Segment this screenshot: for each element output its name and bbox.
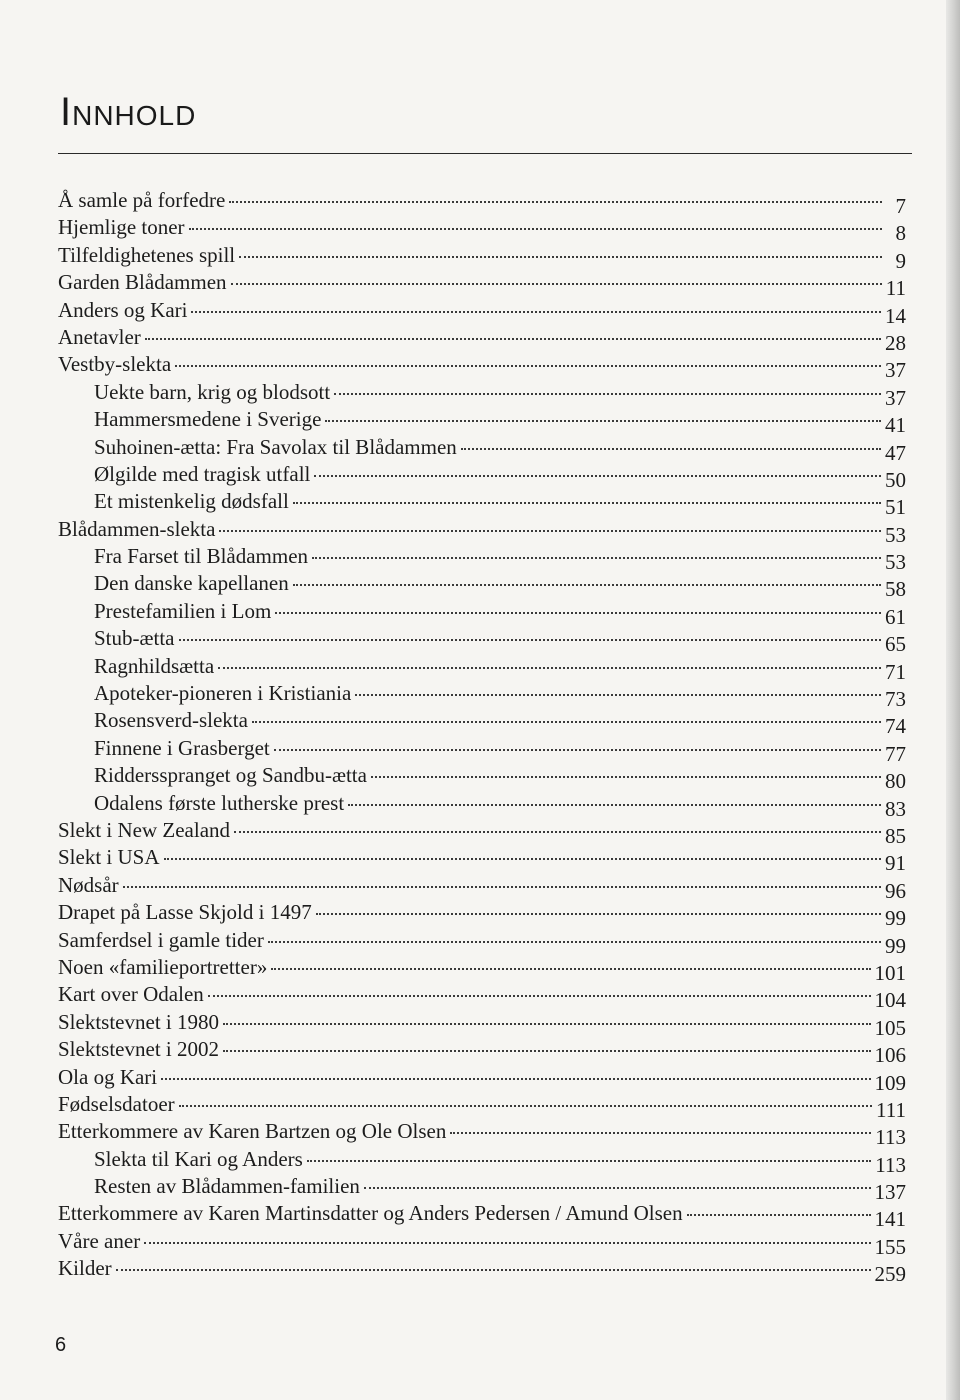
- toc-entry-label: Slekta til Kari og Anders: [94, 1146, 303, 1171]
- toc-entry-label: Riddersspranget og Sandbu-ætta: [94, 763, 367, 788]
- toc-entry-label: Prestefamilien i Lom: [94, 598, 272, 623]
- dot-leader: [461, 448, 881, 450]
- toc-entry: [58, 324, 906, 355]
- toc-entry-page: 8: [895, 221, 906, 246]
- dot-leader: [316, 913, 881, 915]
- toc-entry-page: 51: [885, 495, 906, 520]
- dot-leader: [239, 256, 882, 258]
- toc-entry-page: 106: [874, 1043, 906, 1068]
- toc-subentry: [58, 543, 906, 575]
- dot-leader: [687, 1214, 871, 1216]
- toc-entry-page: 99: [885, 906, 906, 931]
- toc-entry-label: Den danske kapellanen: [94, 571, 289, 596]
- toc-entry-page: 85: [885, 823, 906, 848]
- dot-leader: [218, 667, 881, 669]
- toc-entry-page: 113: [875, 1152, 906, 1177]
- toc-entry-label: Blådammen-slekta: [58, 516, 216, 541]
- toc-entry-page: 137: [874, 1180, 906, 1205]
- toc-entry: [58, 1036, 906, 1068]
- toc-entry-page: 14: [885, 303, 906, 328]
- page-edge-shadow: [946, 0, 960, 1400]
- toc-entry-label: Et mistenkelig dødsfall: [94, 489, 289, 514]
- dot-leader: [334, 393, 881, 395]
- toc-entry-label: Garden Blådammen: [58, 270, 227, 295]
- dot-leader: [179, 639, 881, 641]
- toc-entry-label: Tilfeldighetenes spill: [58, 242, 236, 267]
- toc-subentry: [58, 434, 906, 465]
- toc-entry: [58, 1009, 906, 1040]
- dot-leader: [293, 502, 881, 504]
- dot-leader: [364, 1187, 871, 1189]
- toc-entry: [58, 1228, 906, 1259]
- dot-leader: [312, 557, 881, 559]
- title-rule: [58, 153, 912, 154]
- dot-leader: [325, 420, 881, 422]
- toc-entry-page: 83: [885, 796, 906, 821]
- toc-entry-page: 109: [874, 1070, 906, 1095]
- dot-leader: [116, 1269, 871, 1271]
- toc-entry-page: 101: [874, 960, 906, 985]
- dot-leader: [234, 831, 881, 833]
- toc-subentry: [58, 1173, 906, 1205]
- toc-entry-page: 105: [874, 1015, 906, 1040]
- dot-leader: [229, 201, 882, 203]
- toc-entry-label: Nødsår: [58, 872, 119, 897]
- toc-entry-page: 28: [885, 330, 906, 355]
- toc-entry-label: Kilder: [58, 1256, 112, 1281]
- table-of-contents: [58, 187, 906, 1287]
- dot-leader: [189, 228, 882, 230]
- toc-entry-label: Slektstevnet i 2002: [58, 1037, 219, 1062]
- toc-entry: [58, 351, 906, 383]
- toc-entry-label: Stub-ætta: [94, 626, 175, 651]
- dot-leader: [314, 475, 881, 477]
- dot-leader: [223, 1050, 871, 1052]
- dot-leader: [231, 283, 882, 285]
- toc-entry-page: 58: [885, 577, 906, 602]
- dot-leader: [293, 584, 881, 586]
- toc-entry-label: Anetavler: [58, 324, 141, 349]
- toc-entry-page: 77: [885, 741, 906, 766]
- toc-entry: [58, 1118, 906, 1150]
- toc-subentry: [58, 488, 906, 520]
- toc-entry: [58, 214, 906, 246]
- toc-entry-label: Å samle på forfedre: [58, 188, 226, 212]
- dot-leader: [164, 858, 881, 860]
- dot-leader: [307, 1160, 871, 1162]
- toc-entry-label: Finnene i Grasberget: [94, 735, 270, 760]
- dot-leader: [275, 612, 881, 614]
- toc-subentry: [58, 625, 906, 657]
- toc-subentry: [58, 762, 906, 794]
- toc-entry: [58, 872, 906, 903]
- toc-entry-page: 11: [885, 276, 906, 301]
- toc-entry-label: Slektstevnet i 1980: [58, 1009, 219, 1034]
- dot-leader: [223, 1023, 871, 1025]
- toc-entry-label: Kart over Odalen: [58, 982, 204, 1007]
- toc-entry-page: 41: [885, 413, 906, 438]
- toc-entry: [58, 297, 906, 328]
- dot-leader: [179, 1105, 872, 1107]
- toc-subentry: [58, 570, 906, 602]
- toc-entry: [58, 1255, 906, 1287]
- toc-entry-label: Ragnhildsætta: [94, 653, 215, 678]
- toc-entry-label: Suhoinen-ætta: Fra Savolax til Blådammen: [94, 434, 457, 459]
- toc-entry-page: 50: [885, 467, 906, 492]
- toc-entry-label: Odalens første lutherske prest: [94, 790, 345, 815]
- toc-entry: [58, 269, 906, 301]
- toc-subentry: [58, 379, 906, 410]
- toc-entry-label: Samferdsel i gamle tider: [58, 927, 264, 952]
- toc-entry-label: Fra Farset til Blådammen: [94, 544, 309, 569]
- toc-entry-label: Resten av Blådammen-familien: [94, 1174, 360, 1199]
- toc-entry-page: 104: [874, 988, 906, 1013]
- dot-leader: [123, 886, 881, 888]
- toc-entry-label: Etterkommere av Karen Bartzen og Ole Olsen: [58, 1119, 447, 1144]
- toc-entry-page: 37: [885, 385, 906, 410]
- toc-entry-label: Apoteker-pioneren i Kristiania: [94, 681, 352, 706]
- dot-leader: [145, 338, 881, 340]
- toc-entry-page: 65: [885, 632, 906, 657]
- toc-entry: [58, 516, 906, 547]
- toc-entry-page: 259: [874, 1262, 906, 1287]
- toc-entry-page: 47: [885, 440, 906, 465]
- toc-subentry: [58, 735, 906, 766]
- toc-subentry: [58, 406, 906, 438]
- toc-entry-page: 7: [895, 194, 906, 218]
- toc-entry-label: Fødselsdatoer: [58, 1091, 175, 1116]
- dot-leader: [175, 365, 881, 367]
- toc-entry: [58, 1064, 906, 1095]
- dot-leader: [144, 1242, 870, 1244]
- toc-entry-label: Vestby-slekta: [58, 352, 172, 377]
- dot-leader: [450, 1132, 871, 1134]
- dot-leader: [355, 694, 881, 696]
- dot-leader: [371, 776, 881, 778]
- toc-subentry: [58, 790, 906, 821]
- dot-leader: [191, 311, 881, 313]
- toc-entry: [58, 1091, 906, 1122]
- toc-entry-label: Slekt i New Zealand: [58, 817, 231, 842]
- dot-leader: [252, 721, 881, 723]
- toc-subentry: [58, 1146, 906, 1177]
- toc-entry-page: 73: [885, 687, 906, 712]
- dot-leader: [268, 941, 881, 943]
- toc-entry-page: 74: [885, 714, 906, 739]
- toc-entry-label: Våre aner: [58, 1228, 141, 1253]
- toc-entry-label: Etterkommere av Karen Martinsdatter og Anders Pedersen / Amund Olsen: [58, 1201, 683, 1226]
- toc-entry-label: Drapet på Lasse Skjold i 1497: [58, 900, 312, 925]
- toc-entry-page: 71: [885, 659, 906, 684]
- toc-entry-label: Anders og Kari: [58, 297, 188, 322]
- toc-entry: [58, 187, 906, 218]
- toc-entry: [58, 954, 906, 985]
- toc-entry-page: 91: [885, 851, 906, 876]
- toc-entry-label: Slekt i USA: [58, 845, 160, 870]
- toc-entry-label: Noen «familieportretter»: [58, 954, 268, 979]
- toc-entry-label: Ola og Kari: [58, 1064, 158, 1089]
- toc-entry-page: 53: [885, 522, 906, 547]
- toc-entry-page: 9: [895, 248, 906, 273]
- toc-subentry: [58, 680, 906, 712]
- toc-entry-label: Hammersmedene i Sverige: [94, 407, 322, 432]
- page-title: Innhold: [60, 90, 197, 134]
- toc-entry-page: 53: [885, 550, 906, 575]
- toc-entry-label: Rosensverd-slekta: [94, 708, 248, 733]
- toc-entry: [58, 242, 906, 273]
- toc-entry: [58, 981, 906, 1013]
- toc-entry-page: 61: [885, 604, 906, 629]
- page-number: 6: [55, 1334, 67, 1356]
- toc-entry-page: 113: [875, 1125, 906, 1150]
- toc-entry-label: Ølgilde med tragisk utfall: [94, 461, 311, 486]
- toc-subentry: [58, 707, 906, 739]
- toc-entry-page: 99: [885, 933, 906, 958]
- toc-entry-page: 96: [885, 878, 906, 903]
- toc-entry-page: 141: [874, 1207, 906, 1232]
- toc-entry: [58, 927, 906, 958]
- toc-entry-label: Uekte barn, krig og blodsott: [94, 379, 331, 404]
- toc-entry: [58, 1200, 906, 1232]
- dot-leader: [208, 995, 871, 997]
- dot-leader: [348, 804, 881, 806]
- dot-leader: [161, 1078, 870, 1080]
- dot-leader: [274, 749, 881, 751]
- toc-entry: [58, 899, 906, 931]
- toc-subentry: [58, 461, 906, 492]
- toc-entry-page: 111: [876, 1097, 906, 1122]
- toc-entry-page: 155: [874, 1234, 906, 1259]
- toc-subentry: [58, 598, 906, 629]
- toc-entry-page: 37: [885, 358, 906, 383]
- dot-leader: [271, 968, 870, 970]
- toc-entry-page: 80: [885, 769, 906, 794]
- dot-leader: [219, 530, 881, 532]
- toc-subentry: [58, 653, 906, 684]
- toc-entry: [58, 844, 906, 876]
- toc-entry-label: Hjemlige toner: [58, 215, 185, 240]
- toc-entry: [58, 817, 906, 848]
